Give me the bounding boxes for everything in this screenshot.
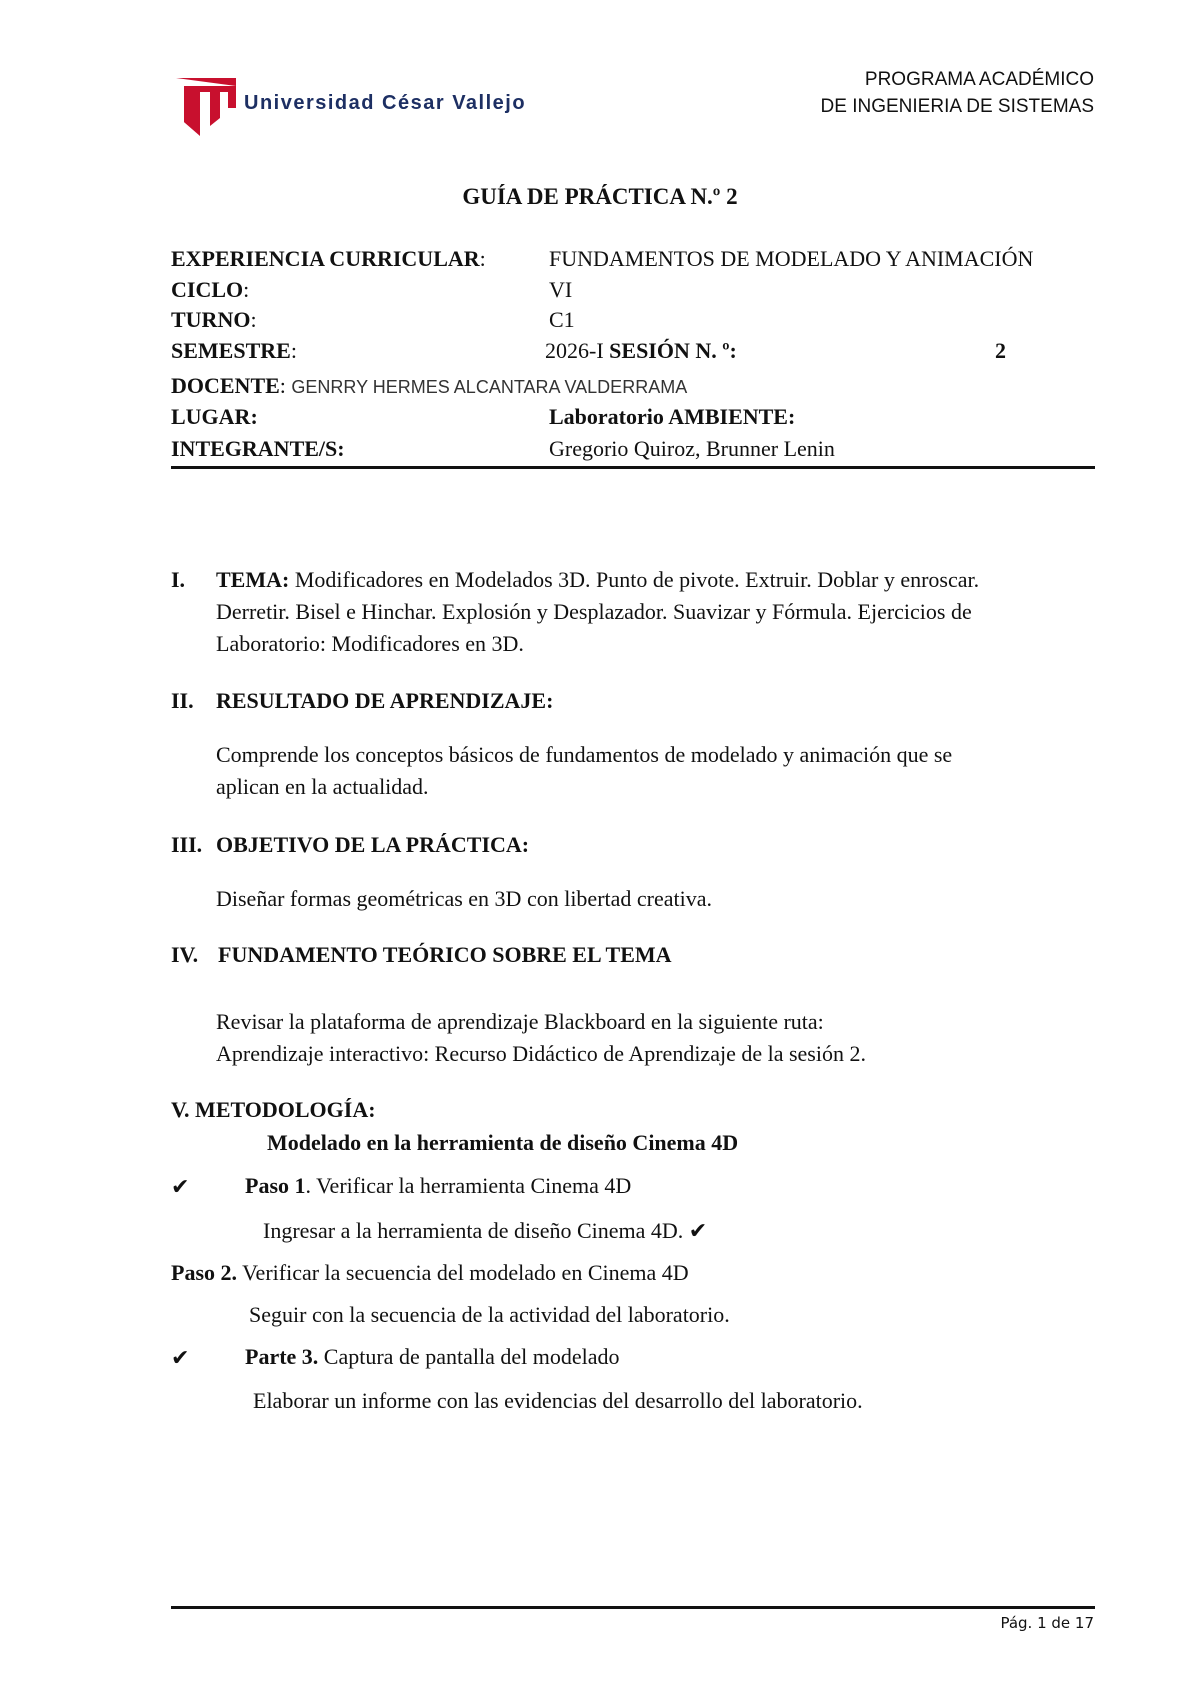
semestre-label: SEMESTRE <box>171 338 291 363</box>
page-title: GUÍA DE PRÁCTICA N.º 2 <box>462 184 738 209</box>
semestre-value: 2026-I <box>545 338 604 363</box>
integrantes-label: INTEGRANTE/S: <box>171 436 345 461</box>
section-4-heading: FUNDAMENTO TEÓRICO SOBRE EL TEMA <box>218 942 672 967</box>
sesion-value: 2 <box>995 338 1006 363</box>
lugar-label: LUGAR: <box>171 404 258 429</box>
paso-1-label: Paso 1 <box>245 1173 306 1198</box>
section-2-heading: RESULTADO DE APRENDIZAJE: <box>216 688 554 713</box>
ciclo-value: VI <box>549 277 573 302</box>
section-4-text-2: Aprendizaje interactivo: Recurso Didáctico de Aprendizaje de la sesión 2. <box>216 1041 866 1066</box>
info-divider <box>171 466 1095 469</box>
lugar-value: Laboratorio <box>549 404 664 429</box>
info-row-docente: DOCENTE: GENRRY HERMES ALCANTARA VALDERRAMA <box>171 373 688 398</box>
paso-2-label: Paso 2. <box>171 1260 237 1285</box>
turno-value: C1 <box>549 307 575 332</box>
program-header <box>821 66 1094 120</box>
section-1-text-1: Modificadores en Modelados 3D. Punto de pivote. Extruir. Doblar y enroscar. <box>289 567 980 592</box>
parte-3-label: Parte 3. <box>245 1344 319 1369</box>
info-row-ciclo: CICLO: VI <box>171 277 573 302</box>
section-1-tema <box>216 564 1096 660</box>
section-1-label: TEMA: <box>216 567 290 592</box>
experiencia-label: EXPERIENCIA CURRICULAR <box>171 246 480 271</box>
section-4-number: IV. <box>171 942 199 967</box>
docente-value: GENRRY HERMES ALCANTARA VALDERRAMA <box>291 377 688 397</box>
section-5-heading: V. METODOLOGÍA: <box>171 1097 376 1122</box>
section-5-subtitle: Modelado en la herramienta de diseño Cinema 4D <box>267 1130 739 1155</box>
section-1-text-3: Laboratorio: Modificadores en 3D. <box>216 631 524 656</box>
experiencia-value: FUNDAMENTOS DE MODELADO Y ANIMACIÓN <box>549 246 1034 271</box>
integrantes-value: Gregorio Quiroz, Brunner Lenin <box>549 436 835 461</box>
section-2-text-1: Comprende los conceptos básicos de fundamentos de modelado y animación que se <box>216 742 953 767</box>
docente-label: DOCENTE <box>171 373 280 398</box>
section-3-number: III. <box>171 832 203 857</box>
paso-1 <box>245 1170 631 1202</box>
section-4-body <box>216 1006 1096 1070</box>
program-line-1: PROGRAMA ACADÉMICO <box>864 69 1094 90</box>
paso-1-text: . Verificar la herramienta Cinema 4D <box>305 1173 632 1198</box>
paso-1-detail: Ingresar a la herramienta de diseño Cinema 4D. <box>263 1218 684 1243</box>
paso-1-detail-row <box>263 1215 707 1247</box>
section-3-text: Diseñar formas geométricas en 3D con libertad creativa. <box>216 886 713 911</box>
section-1-number: I. <box>171 567 186 592</box>
paso-1-check-icon: ✔ <box>171 1174 190 1199</box>
info-row-integrantes <box>171 436 1095 466</box>
info-row-lugar <box>171 404 1095 434</box>
paso-1-detail-check-icon: ✔ <box>688 1218 708 1243</box>
parte-3-text: Captura de pantalla del modelado <box>318 1344 620 1369</box>
page-number: Pág. 1 de 17 <box>1000 1614 1094 1632</box>
footer-divider <box>171 1606 1095 1609</box>
paso-2 <box>171 1257 689 1289</box>
info-row-experiencia: EXPERIENCIA CURRICULAR: FUNDAMENTOS DE MODELADO Y ANIMACIÓN <box>171 246 1034 271</box>
university-logo-icon <box>176 78 236 138</box>
ciclo-label: CICLO <box>171 277 244 302</box>
parte-3-detail: Elaborar un informe con las evidencias del desarrollo del laboratorio. <box>253 1388 863 1413</box>
ambiente-label: AMBIENTE: <box>668 404 796 429</box>
section-4-text-1: Revisar la plataforma de aprendizaje Blackboard en la siguiente ruta: <box>216 1009 824 1034</box>
section-3-heading: OBJETIVO DE LA PRÁCTICA: <box>216 832 530 857</box>
paso-2-text: Verificar la secuencia del modelado en Cinema 4D <box>237 1260 689 1285</box>
section-2-text-2: aplican en la actualidad. <box>216 774 429 799</box>
sesion-label: SESIÓN N. º: <box>609 338 737 363</box>
info-row-semestre: SEMESTRE: 2026-I SESIÓN N. º: 2 <box>171 338 1006 363</box>
parte-3 <box>245 1341 619 1373</box>
paso-2-detail: Seguir con la secuencia de la actividad del laboratorio. <box>249 1302 730 1327</box>
section-2-number: II. <box>171 688 194 713</box>
parte-3-check-icon: ✔ <box>171 1345 190 1370</box>
program-line-2: DE INGENIERIA DE SISTEMAS <box>820 96 1094 117</box>
section-1-text-2: Derretir. Bisel e Hinchar. Explosión y Desplazador. Suavizar y Fórmula. Ejercicios de <box>216 599 972 624</box>
university-logo-text: Universidad César Vallejo <box>244 92 527 114</box>
info-row-turno: TURNO: C1 <box>171 307 575 332</box>
turno-label: TURNO <box>171 307 251 332</box>
section-2-body <box>216 739 1096 803</box>
